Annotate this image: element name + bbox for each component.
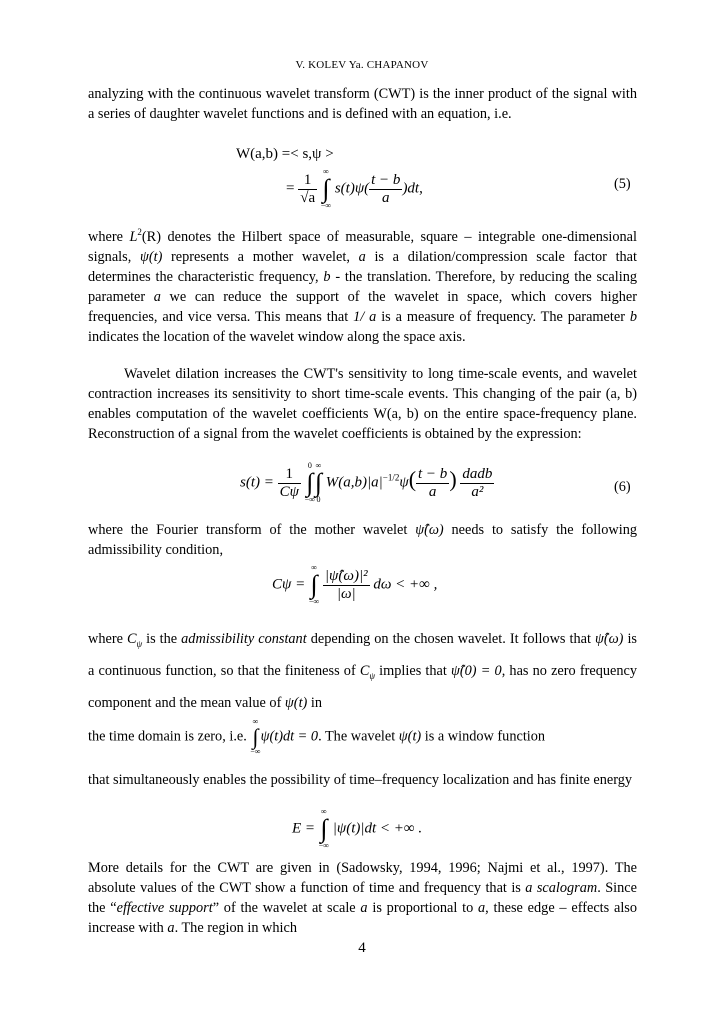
eq6-prefactor: $\frac{1}{C\psi}$ <box>279 465 299 500</box>
equation-energy: E = ∞ ∫ −∞ |ψ(t)|dt < +∞ . <box>292 807 423 850</box>
paragraph-definitions: where $L^2(R)$ denotes the Hilbert space of measurable, square – integrable one-dimensional signals, ψ(t) represents a mother wavelet, a is a dilation/compression scale factor that determines the characteristic frequency, b - the translation. Therefore, by reducing the scaling parameter a we can reduce the support of the wavelet in space, which covers higher frequencies, and vice versa. This means that 1/ a is a measure of frequency. The parameter b indicates the location of the wavelet window along the space axis. <box>88 227 638 345</box>
equation-admissibility: Cψ = ∞ ∫ −∞ $\frac{\text{|ψ̂(ω)|²}}{|\omega|}$ dω < +∞ , <box>272 563 438 606</box>
text-intro: analyzing with the continuous wavelet transform (CWT) is the inner product of the signal with a series of daughter wavelet functions and is defined with an equation, i.e. <box>88 86 637 122</box>
paragraph-mean-zero: the time domain is zero, i.e. ∞ ∫ −∞ ψ(t)dt = 0. The wavelet ψ(t) is a window function <box>88 717 546 756</box>
eq5-integral: ∞ ∫ −∞ <box>320 167 332 210</box>
paragraph-admissibility: where the Fourier transform of the mother wavelet ψ̂(ω) needs to satisfy the following admissibility condition, <box>88 522 637 558</box>
paragraph-finite-energy: that simultaneously enables the possibility of time–frequency localization and has finite energy <box>88 772 633 788</box>
equation-6: s(t) = $\frac{1}{C\psi}$ 0 ∫ −∞ ∞ ∫ 0 $W(a,b)|a|^{-1/2}\psi$( $\frac{t - b}{a}$ ) $\frac{\text{dadb}}{\text{a²}}$ <box>240 461 493 504</box>
paragraph-scalogram: More details for the CWT are given in (Sadowsky, 1994, 1996; Najmi et al., 1997). The absolute values of the CWT show a function of time and frequency that is a scalogram. Since the “effective support” of the wavelet at scale a is proportional to a, these edge – effects also increase with a. The region in which <box>88 860 638 936</box>
paragraph-constant: where $C_\psi$ is the admissibility constant depending on the chosen wavelet. It follows that ψ̂(ω) is a continuous function, so that the finiteness of $C_\psi$ implies that ψ̂(0) = 0, has no zero frequency component and the mean value of ψ(t) in <box>88 631 637 711</box>
eq6-inner-fraction: $\frac{t - b}{a}$ <box>418 465 448 500</box>
eq6-measure: $\frac{\text{dadb}}{\text{a²}}$ <box>462 465 493 500</box>
paragraph-intro <box>88 84 637 124</box>
inline-integral: ∞ ∫ −∞ <box>250 717 261 756</box>
equation-5-line2: = $\frac{1}{√a}$ ∞ ∫ −∞ s(t)ψ( $\frac{t - b}{a}$ )dt, <box>286 167 423 210</box>
eq6-integral-outer: 0 ∫ −∞ <box>304 461 315 504</box>
paragraph-dilation: Wavelet dilation increases the CWT's sensitivity to long time-scale events, and wavelet contraction increases its sensitivity to short time-scale events. This changing of the pair (a, b) enables computation of the wavelet coefficients W(a, b) on the entire space-frequency plane. Reconstruction of a signal from the wavelet coefficients is obtained by the expression: <box>88 366 637 442</box>
eq5-inner-fraction: $\frac{t - b}{a}$ <box>371 171 401 206</box>
eq5-prefactor: $\frac{1}{√a}$ <box>300 171 316 206</box>
cpsi-fraction: $\frac{\text{|ψ̂(ω)|²}}{|\omega|}$ <box>324 567 368 602</box>
equation-5-line1: W(a,b) =< s,ψ > <box>236 146 334 162</box>
energy-integral: ∞ ∫ −∞ <box>318 807 330 850</box>
running-header: V. KOLEV Ya. CHAPANOV <box>295 59 429 71</box>
cpsi-integral: ∞ ∫ −∞ <box>308 563 320 606</box>
eq6-integral-inner: ∞ ∫ 0 <box>314 461 323 504</box>
equation-6-number: (6) <box>614 479 631 495</box>
equation-5-number: (5) <box>614 176 631 192</box>
page-number: 4 <box>358 940 366 956</box>
